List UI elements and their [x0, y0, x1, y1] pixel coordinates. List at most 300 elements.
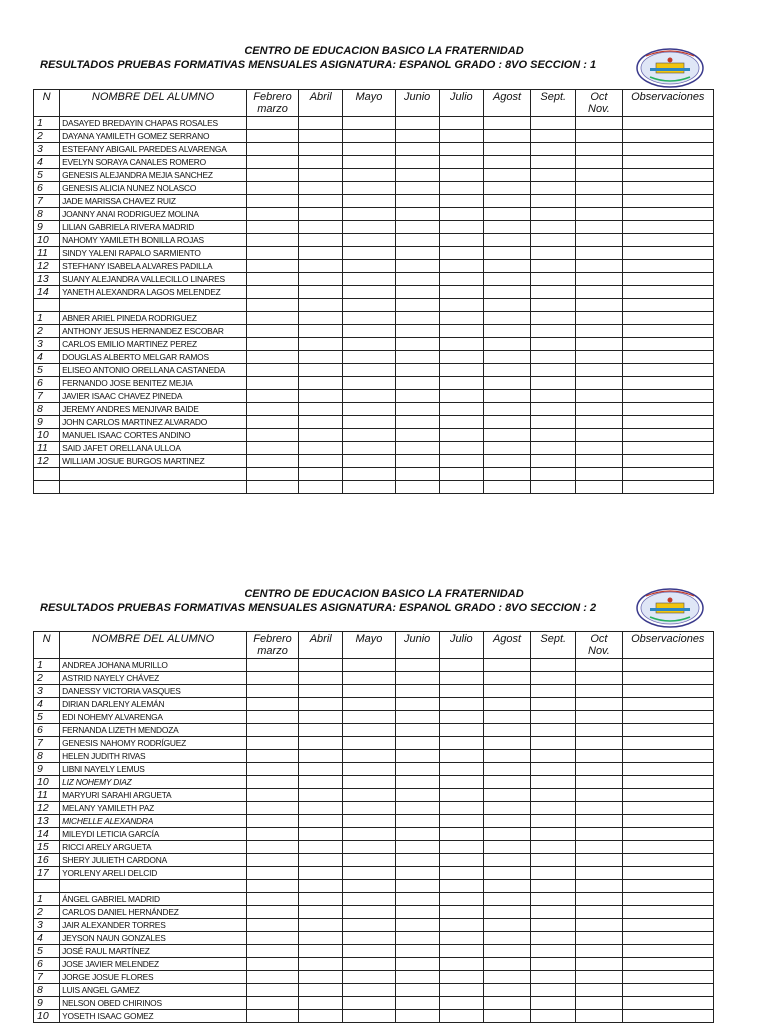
grade-cell[interactable] [439, 1010, 483, 1023]
grade-cell[interactable] [483, 364, 530, 377]
grade-cell[interactable] [395, 919, 439, 932]
grade-cell[interactable] [343, 416, 395, 429]
grade-cell[interactable] [395, 156, 439, 169]
grade-cell[interactable] [483, 377, 530, 390]
grade-cell[interactable] [576, 1010, 622, 1023]
grade-cell[interactable] [576, 455, 622, 468]
grade-cell[interactable] [246, 221, 298, 234]
grade-cell[interactable] [483, 763, 530, 776]
grade-cell[interactable] [439, 299, 483, 312]
grade-cell[interactable] [622, 919, 713, 932]
grade-cell[interactable] [622, 442, 713, 455]
grade-cell[interactable] [622, 286, 713, 299]
grade-cell[interactable] [343, 906, 395, 919]
grade-cell[interactable] [299, 984, 343, 997]
grade-cell[interactable] [439, 724, 483, 737]
grade-cell[interactable] [483, 390, 530, 403]
grade-cell[interactable] [576, 156, 622, 169]
grade-cell[interactable] [343, 325, 395, 338]
grade-cell[interactable] [299, 711, 343, 724]
grade-cell[interactable] [483, 841, 530, 854]
grade-cell[interactable] [483, 698, 530, 711]
grade-cell[interactable] [576, 169, 622, 182]
grade-cell[interactable] [483, 893, 530, 906]
grade-cell[interactable] [343, 429, 395, 442]
grade-cell[interactable] [343, 737, 395, 750]
grade-cell[interactable] [439, 971, 483, 984]
grade-cell[interactable] [483, 919, 530, 932]
grade-cell[interactable] [531, 815, 576, 828]
grade-cell[interactable] [531, 286, 576, 299]
grade-cell[interactable] [531, 945, 576, 958]
grade-cell[interactable] [531, 737, 576, 750]
grade-cell[interactable] [576, 312, 622, 325]
grade-cell[interactable] [531, 685, 576, 698]
grade-cell[interactable] [299, 672, 343, 685]
grade-cell[interactable] [483, 117, 530, 130]
grade-cell[interactable] [439, 234, 483, 247]
grade-cell[interactable] [439, 958, 483, 971]
grade-cell[interactable] [246, 403, 298, 416]
grade-cell[interactable] [246, 997, 298, 1010]
grade-cell[interactable] [531, 893, 576, 906]
grade-cell[interactable] [246, 919, 298, 932]
grade-cell[interactable] [343, 273, 395, 286]
grade-cell[interactable] [622, 971, 713, 984]
grade-cell[interactable] [483, 403, 530, 416]
grade-cell[interactable] [395, 802, 439, 815]
grade-cell[interactable] [439, 390, 483, 403]
grade-cell[interactable] [299, 299, 343, 312]
grade-cell[interactable] [622, 325, 713, 338]
grade-cell[interactable] [246, 971, 298, 984]
grade-cell[interactable] [576, 672, 622, 685]
grade-cell[interactable] [483, 724, 530, 737]
grade-cell[interactable] [343, 750, 395, 763]
grade-cell[interactable] [246, 377, 298, 390]
grade-cell[interactable] [299, 958, 343, 971]
grade-cell[interactable] [343, 455, 395, 468]
grade-cell[interactable] [395, 815, 439, 828]
grade-cell[interactable] [576, 997, 622, 1010]
grade-cell[interactable] [343, 919, 395, 932]
grade-cell[interactable] [246, 841, 298, 854]
grade-cell[interactable] [483, 984, 530, 997]
grade-cell[interactable] [246, 442, 298, 455]
grade-cell[interactable] [246, 984, 298, 997]
grade-cell[interactable] [483, 737, 530, 750]
grade-cell[interactable] [343, 659, 395, 672]
grade-cell[interactable] [343, 299, 395, 312]
grade-cell[interactable] [483, 854, 530, 867]
grade-cell[interactable] [531, 273, 576, 286]
grade-cell[interactable] [483, 156, 530, 169]
grade-cell[interactable] [246, 416, 298, 429]
grade-cell[interactable] [531, 763, 576, 776]
grade-cell[interactable] [576, 260, 622, 273]
grade-cell[interactable] [439, 416, 483, 429]
grade-cell[interactable] [483, 286, 530, 299]
grade-cell[interactable] [299, 802, 343, 815]
grade-cell[interactable] [439, 867, 483, 880]
grade-cell[interactable] [395, 208, 439, 221]
grade-cell[interactable] [531, 906, 576, 919]
grade-cell[interactable] [531, 156, 576, 169]
grade-cell[interactable] [483, 416, 530, 429]
grade-cell[interactable] [246, 685, 298, 698]
grade-cell[interactable] [576, 724, 622, 737]
grade-cell[interactable] [439, 403, 483, 416]
grade-cell[interactable] [622, 364, 713, 377]
grade-cell[interactable] [622, 841, 713, 854]
grade-cell[interactable] [395, 711, 439, 724]
grade-cell[interactable] [343, 247, 395, 260]
grade-cell[interactable] [343, 880, 395, 893]
grade-cell[interactable] [622, 854, 713, 867]
grade-cell[interactable] [439, 286, 483, 299]
grade-cell[interactable] [622, 789, 713, 802]
grade-cell[interactable] [483, 815, 530, 828]
grade-cell[interactable] [576, 351, 622, 364]
grade-cell[interactable] [439, 945, 483, 958]
grade-cell[interactable] [395, 117, 439, 130]
grade-cell[interactable] [439, 481, 483, 494]
grade-cell[interactable] [343, 789, 395, 802]
grade-cell[interactable] [246, 945, 298, 958]
grade-cell[interactable] [483, 182, 530, 195]
grade-cell[interactable] [622, 299, 713, 312]
grade-cell[interactable] [483, 442, 530, 455]
grade-cell[interactable] [439, 377, 483, 390]
grade-cell[interactable] [576, 815, 622, 828]
grade-cell[interactable] [622, 958, 713, 971]
grade-cell[interactable] [531, 260, 576, 273]
grade-cell[interactable] [246, 880, 298, 893]
grade-cell[interactable] [343, 867, 395, 880]
grade-cell[interactable] [439, 698, 483, 711]
grade-cell[interactable] [343, 312, 395, 325]
grade-cell[interactable] [343, 403, 395, 416]
grade-cell[interactable] [395, 325, 439, 338]
grade-cell[interactable] [395, 169, 439, 182]
grade-cell[interactable] [343, 763, 395, 776]
grade-cell[interactable] [483, 945, 530, 958]
grade-cell[interactable] [299, 659, 343, 672]
grade-cell[interactable] [343, 776, 395, 789]
grade-cell[interactable] [622, 828, 713, 841]
grade-cell[interactable] [483, 685, 530, 698]
grade-cell[interactable] [246, 247, 298, 260]
grade-cell[interactable] [531, 919, 576, 932]
grade-cell[interactable] [246, 130, 298, 143]
grade-cell[interactable] [343, 958, 395, 971]
grade-cell[interactable] [395, 364, 439, 377]
grade-cell[interactable] [395, 958, 439, 971]
grade-cell[interactable] [246, 117, 298, 130]
grade-cell[interactable] [622, 724, 713, 737]
grade-cell[interactable] [576, 828, 622, 841]
grade-cell[interactable] [439, 763, 483, 776]
grade-cell[interactable] [439, 182, 483, 195]
grade-cell[interactable] [576, 971, 622, 984]
grade-cell[interactable] [483, 351, 530, 364]
grade-cell[interactable] [439, 997, 483, 1010]
grade-cell[interactable] [395, 763, 439, 776]
grade-cell[interactable] [576, 867, 622, 880]
grade-cell[interactable] [343, 195, 395, 208]
grade-cell[interactable] [299, 156, 343, 169]
grade-cell[interactable] [531, 429, 576, 442]
grade-cell[interactable] [483, 299, 530, 312]
grade-cell[interactable] [395, 789, 439, 802]
grade-cell[interactable] [395, 130, 439, 143]
grade-cell[interactable] [299, 182, 343, 195]
grade-cell[interactable] [622, 711, 713, 724]
grade-cell[interactable] [483, 325, 530, 338]
grade-cell[interactable] [299, 880, 343, 893]
grade-cell[interactable] [395, 195, 439, 208]
grade-cell[interactable] [531, 325, 576, 338]
grade-cell[interactable] [299, 1010, 343, 1023]
grade-cell[interactable] [395, 997, 439, 1010]
grade-cell[interactable] [299, 971, 343, 984]
grade-cell[interactable] [622, 312, 713, 325]
grade-cell[interactable] [246, 429, 298, 442]
grade-cell[interactable] [395, 429, 439, 442]
grade-cell[interactable] [343, 117, 395, 130]
grade-cell[interactable] [299, 750, 343, 763]
grade-cell[interactable] [246, 338, 298, 351]
grade-cell[interactable] [343, 143, 395, 156]
grade-cell[interactable] [343, 984, 395, 997]
grade-cell[interactable] [483, 789, 530, 802]
grade-cell[interactable] [246, 169, 298, 182]
grade-cell[interactable] [483, 906, 530, 919]
grade-cell[interactable] [299, 997, 343, 1010]
grade-cell[interactable] [622, 945, 713, 958]
grade-cell[interactable] [622, 763, 713, 776]
grade-cell[interactable] [439, 143, 483, 156]
grade-cell[interactable] [246, 143, 298, 156]
grade-cell[interactable] [395, 481, 439, 494]
grade-cell[interactable] [576, 247, 622, 260]
grade-cell[interactable] [439, 672, 483, 685]
grade-cell[interactable] [576, 468, 622, 481]
grade-cell[interactable] [576, 377, 622, 390]
grade-cell[interactable] [531, 854, 576, 867]
grade-cell[interactable] [622, 672, 713, 685]
grade-cell[interactable] [483, 208, 530, 221]
grade-cell[interactable] [246, 867, 298, 880]
grade-cell[interactable] [622, 117, 713, 130]
grade-cell[interactable] [439, 312, 483, 325]
grade-cell[interactable] [622, 273, 713, 286]
grade-cell[interactable] [576, 221, 622, 234]
grade-cell[interactable] [299, 698, 343, 711]
grade-cell[interactable] [439, 659, 483, 672]
grade-cell[interactable] [531, 698, 576, 711]
grade-cell[interactable] [439, 221, 483, 234]
grade-cell[interactable] [622, 776, 713, 789]
grade-cell[interactable] [395, 351, 439, 364]
grade-cell[interactable] [576, 195, 622, 208]
grade-cell[interactable] [439, 841, 483, 854]
grade-cell[interactable] [576, 416, 622, 429]
grade-cell[interactable] [531, 867, 576, 880]
grade-cell[interactable] [622, 984, 713, 997]
grade-cell[interactable] [299, 273, 343, 286]
grade-cell[interactable] [483, 130, 530, 143]
grade-cell[interactable] [531, 390, 576, 403]
grade-cell[interactable] [531, 208, 576, 221]
grade-cell[interactable] [246, 724, 298, 737]
grade-cell[interactable] [576, 659, 622, 672]
grade-cell[interactable] [439, 442, 483, 455]
grade-cell[interactable] [299, 130, 343, 143]
grade-cell[interactable] [622, 880, 713, 893]
grade-cell[interactable] [483, 221, 530, 234]
grade-cell[interactable] [343, 260, 395, 273]
grade-cell[interactable] [576, 143, 622, 156]
grade-cell[interactable] [343, 685, 395, 698]
grade-cell[interactable] [622, 156, 713, 169]
grade-cell[interactable] [483, 247, 530, 260]
grade-cell[interactable] [439, 468, 483, 481]
grade-cell[interactable] [299, 906, 343, 919]
grade-cell[interactable] [576, 802, 622, 815]
grade-cell[interactable] [395, 468, 439, 481]
grade-cell[interactable] [246, 789, 298, 802]
grade-cell[interactable] [531, 750, 576, 763]
grade-cell[interactable] [622, 659, 713, 672]
grade-cell[interactable] [622, 130, 713, 143]
grade-cell[interactable] [343, 130, 395, 143]
grade-cell[interactable] [531, 880, 576, 893]
grade-cell[interactable] [439, 156, 483, 169]
grade-cell[interactable] [246, 854, 298, 867]
grade-cell[interactable] [395, 286, 439, 299]
grade-cell[interactable] [246, 390, 298, 403]
grade-cell[interactable] [395, 893, 439, 906]
grade-cell[interactable] [483, 169, 530, 182]
grade-cell[interactable] [299, 841, 343, 854]
grade-cell[interactable] [531, 221, 576, 234]
grade-cell[interactable] [531, 312, 576, 325]
grade-cell[interactable] [622, 234, 713, 247]
grade-cell[interactable] [246, 273, 298, 286]
grade-cell[interactable] [483, 659, 530, 672]
grade-cell[interactable] [395, 143, 439, 156]
grade-cell[interactable] [531, 481, 576, 494]
grade-cell[interactable] [531, 338, 576, 351]
grade-cell[interactable] [439, 802, 483, 815]
grade-cell[interactable] [299, 481, 343, 494]
grade-cell[interactable] [299, 169, 343, 182]
grade-cell[interactable] [439, 828, 483, 841]
grade-cell[interactable] [622, 997, 713, 1010]
grade-cell[interactable] [576, 234, 622, 247]
grade-cell[interactable] [576, 763, 622, 776]
grade-cell[interactable] [439, 364, 483, 377]
grade-cell[interactable] [299, 221, 343, 234]
grade-cell[interactable] [395, 984, 439, 997]
grade-cell[interactable] [246, 815, 298, 828]
grade-cell[interactable] [576, 906, 622, 919]
grade-cell[interactable] [439, 338, 483, 351]
grade-cell[interactable] [343, 481, 395, 494]
grade-cell[interactable] [395, 273, 439, 286]
grade-cell[interactable] [439, 169, 483, 182]
grade-cell[interactable] [299, 685, 343, 698]
grade-cell[interactable] [576, 208, 622, 221]
grade-cell[interactable] [576, 442, 622, 455]
grade-cell[interactable] [622, 893, 713, 906]
grade-cell[interactable] [343, 854, 395, 867]
grade-cell[interactable] [395, 338, 439, 351]
grade-cell[interactable] [395, 312, 439, 325]
grade-cell[interactable] [395, 945, 439, 958]
grade-cell[interactable] [246, 182, 298, 195]
grade-cell[interactable] [622, 338, 713, 351]
grade-cell[interactable] [439, 932, 483, 945]
grade-cell[interactable] [246, 828, 298, 841]
grade-cell[interactable] [531, 247, 576, 260]
grade-cell[interactable] [531, 802, 576, 815]
grade-cell[interactable] [531, 841, 576, 854]
grade-cell[interactable] [395, 724, 439, 737]
grade-cell[interactable] [531, 299, 576, 312]
grade-cell[interactable] [483, 997, 530, 1010]
grade-cell[interactable] [622, 906, 713, 919]
grade-cell[interactable] [622, 182, 713, 195]
grade-cell[interactable] [299, 776, 343, 789]
grade-cell[interactable] [343, 338, 395, 351]
grade-cell[interactable] [246, 468, 298, 481]
grade-cell[interactable] [246, 672, 298, 685]
grade-cell[interactable] [531, 984, 576, 997]
grade-cell[interactable] [343, 802, 395, 815]
grade-cell[interactable] [343, 932, 395, 945]
grade-cell[interactable] [622, 698, 713, 711]
grade-cell[interactable] [343, 182, 395, 195]
grade-cell[interactable] [483, 195, 530, 208]
grade-cell[interactable] [576, 945, 622, 958]
grade-cell[interactable] [483, 468, 530, 481]
grade-cell[interactable] [622, 1010, 713, 1023]
grade-cell[interactable] [299, 403, 343, 416]
grade-cell[interactable] [299, 351, 343, 364]
grade-cell[interactable] [531, 182, 576, 195]
grade-cell[interactable] [576, 364, 622, 377]
grade-cell[interactable] [622, 429, 713, 442]
grade-cell[interactable] [622, 481, 713, 494]
grade-cell[interactable] [246, 958, 298, 971]
grade-cell[interactable] [246, 299, 298, 312]
grade-cell[interactable] [576, 299, 622, 312]
grade-cell[interactable] [576, 182, 622, 195]
grade-cell[interactable] [246, 802, 298, 815]
grade-cell[interactable] [531, 455, 576, 468]
grade-cell[interactable] [395, 828, 439, 841]
grade-cell[interactable] [343, 156, 395, 169]
grade-cell[interactable] [439, 455, 483, 468]
grade-cell[interactable] [299, 932, 343, 945]
grade-cell[interactable] [622, 815, 713, 828]
grade-cell[interactable] [439, 737, 483, 750]
grade-cell[interactable] [343, 351, 395, 364]
grade-cell[interactable] [343, 1010, 395, 1023]
grade-cell[interactable] [439, 208, 483, 221]
